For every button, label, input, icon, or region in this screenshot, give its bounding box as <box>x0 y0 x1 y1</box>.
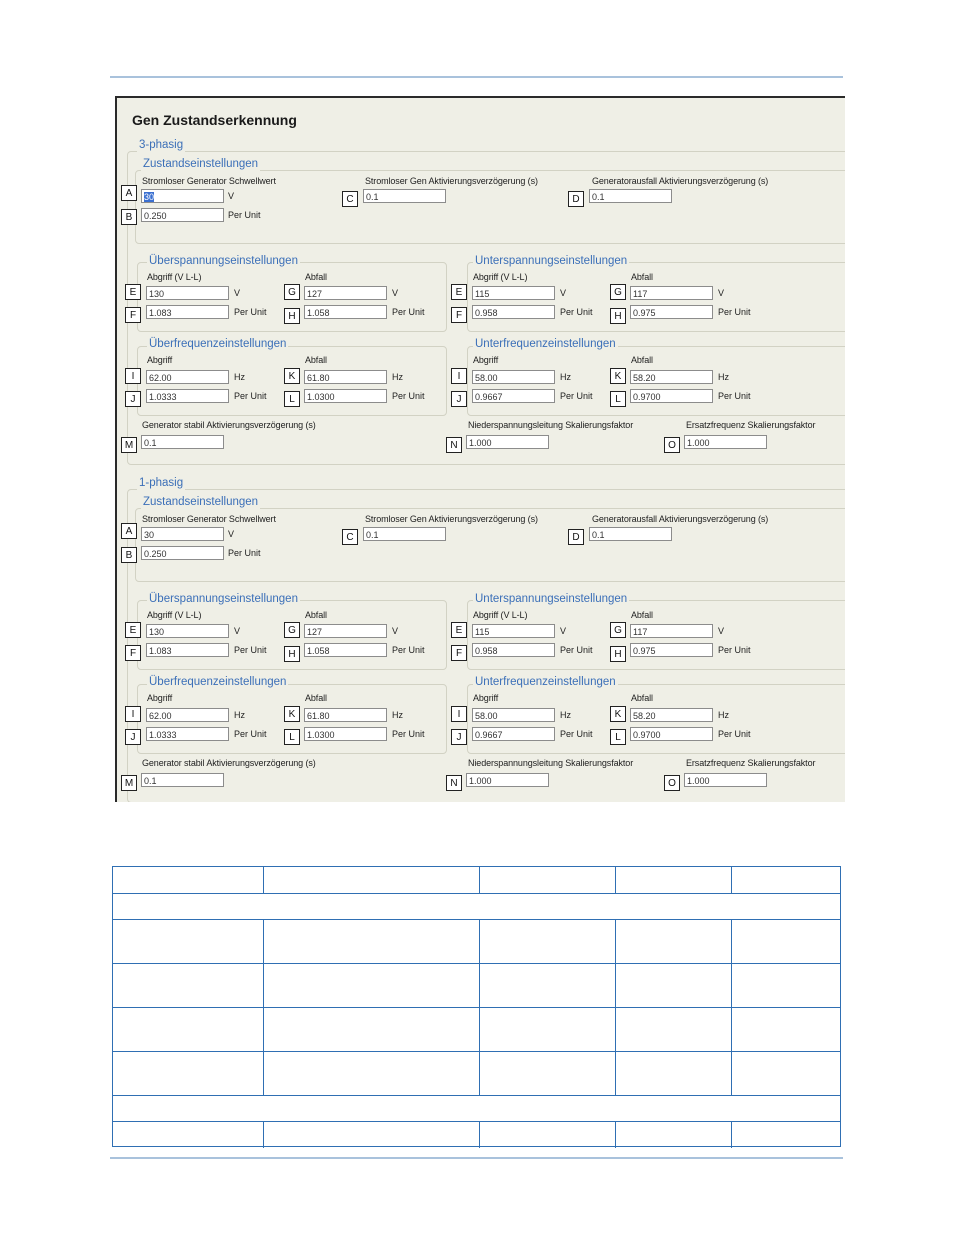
uf-pickup-pu-input[interactable]: 0.9667 <box>472 727 555 741</box>
ov-dropout-pu-unit: Per Unit <box>392 307 425 317</box>
table-cell <box>263 920 479 963</box>
table-cell <box>731 1008 842 1051</box>
ov-dropout-pu-input[interactable]: 1.058 <box>304 305 387 319</box>
overfrequency-title: Überfrequenzeinstellungen <box>149 338 287 350</box>
callout-k: K <box>610 706 626 722</box>
uf-pickup-pu-unit: Per Unit <box>560 729 593 739</box>
of-pickup-pu-unit: Per Unit <box>234 391 267 401</box>
uv-dropout-v-unit: V <box>718 288 725 298</box>
ov-dropout-label: Abfall <box>305 272 327 282</box>
status-title: Zustandseinstellungen <box>143 496 259 508</box>
callout-a: A <box>121 523 137 539</box>
ov-dropout-v-input[interactable]: 127 <box>304 624 387 638</box>
callout-l: L <box>284 391 300 407</box>
callout-i: I <box>451 368 467 384</box>
callout-d: D <box>568 191 584 207</box>
callout-o: O <box>664 437 680 453</box>
callout-h: H <box>610 308 626 324</box>
stable-delay-label: Generator stabil Aktivierungsverzögerung (s) <box>142 758 316 768</box>
dead-delay-label: Stromloser Gen Aktivierungsverzögerung (s) <box>365 514 538 524</box>
table-row <box>113 1008 840 1052</box>
table-cell <box>263 1122 479 1148</box>
uv-dropout-pu-input[interactable]: 0.975 <box>630 643 713 657</box>
table-cell <box>263 964 479 1007</box>
callout-e: E <box>125 622 141 638</box>
uf-pickup-hz-input[interactable]: 58.00 <box>472 370 555 384</box>
uv-pickup-pu-unit: Per Unit <box>560 307 593 317</box>
dead-delay-input[interactable]: 0.1 <box>363 189 446 203</box>
uv-pickup-pu-input[interactable]: 0.958 <box>472 643 555 657</box>
window-title: Gen Zustandserkennung <box>132 112 297 128</box>
of-pickup-hz-unit: Hz <box>234 372 245 382</box>
stable-delay-label: Generator stabil Aktivierungsverzögerung (s) <box>142 420 316 430</box>
callout-b: B <box>121 209 137 225</box>
fail-delay-label: Generatorausfall Aktivierungsverzögerung (s) <box>592 176 769 186</box>
of-pickup-hz-input[interactable]: 62.00 <box>146 370 229 384</box>
altfreq-factor-label: Ersatzfrequenz Skalierungsfaktor <box>686 758 816 768</box>
callout-h: H <box>610 646 626 662</box>
table-cell <box>479 1122 615 1148</box>
threshold-pu-input[interactable]: 0.250 <box>141 208 224 222</box>
scale-factor-label: Niederspannungsleitung Skalierungsfaktor <box>468 420 634 430</box>
group-label: 1-phasig <box>139 477 184 489</box>
of-dropout-hz-unit: Hz <box>392 372 403 382</box>
of-dropout-hz-unit: Hz <box>392 710 403 720</box>
callout-k: K <box>284 368 300 384</box>
uf-pickup-pu-input[interactable]: 0.9667 <box>472 389 555 403</box>
uv-pickup-v-input[interactable]: 115 <box>472 624 555 638</box>
uv-dropout-label: Abfall <box>631 272 653 282</box>
table-cell <box>731 867 842 893</box>
of-pickup-pu-input[interactable]: 1.0333 <box>146 727 229 741</box>
uv-dropout-label: Abfall <box>631 610 653 620</box>
threshold-unit: V <box>228 529 235 539</box>
status-title: Zustandseinstellungen <box>143 158 259 170</box>
callout-f: F <box>125 307 141 323</box>
table-cell <box>615 1008 731 1051</box>
scale-factor-label: Niederspannungsleitung Skalierungsfaktor <box>468 758 634 768</box>
threshold-label: Stromloser Generator Schwellwert <box>142 176 276 186</box>
of-dropout-pu-unit: Per Unit <box>392 391 425 401</box>
altfreq-factor-input[interactable]: 1.000 <box>684 773 767 787</box>
table-cell <box>479 867 615 893</box>
fail-delay-input[interactable]: 0.1 <box>589 189 672 203</box>
ov-pickup-v-unit: V <box>234 288 241 298</box>
callout-j: J <box>451 391 467 407</box>
uv-dropout-pu-input[interactable]: 0.975 <box>630 305 713 319</box>
undervoltage-title: Unterspannungseinstellungen <box>475 255 628 267</box>
callout-h: H <box>284 646 300 662</box>
uv-pickup-pu-input[interactable]: 0.958 <box>472 305 555 319</box>
uf-pickup-label: Abgriff <box>473 693 499 703</box>
table-cell <box>731 1122 842 1148</box>
ov-pickup-pu-input[interactable]: 1.083 <box>146 305 229 319</box>
callout-j: J <box>125 729 141 745</box>
callout-l: L <box>284 729 300 745</box>
table-cell <box>615 920 731 963</box>
ov-dropout-v-unit: V <box>392 626 399 636</box>
callout-j: J <box>451 729 467 745</box>
uf-dropout-label: Abfall <box>631 693 653 703</box>
table-cell <box>731 964 842 1007</box>
scale-factor-input[interactable]: 1.000 <box>466 773 549 787</box>
group-3-phase <box>117 98 845 451</box>
uv-pickup-pu-unit: Per Unit <box>560 645 593 655</box>
uf-pickup-label: Abgriff <box>473 355 499 365</box>
of-dropout-hz-input[interactable]: 61.80 <box>304 370 387 384</box>
fail-delay-label: Generatorausfall Aktivierungsverzögerung (s) <box>592 514 769 524</box>
ov-pickup-label: Abgriff (V L-L) <box>147 272 202 282</box>
uf-dropout-pu-input[interactable]: 0.9700 <box>630 727 713 741</box>
ov-pickup-pu-unit: Per Unit <box>234 645 267 655</box>
uv-dropout-v-input[interactable]: 117 <box>630 286 713 300</box>
table-row <box>113 1052 840 1096</box>
callout-i: I <box>451 706 467 722</box>
undervoltage-title: Unterspannungseinstellungen <box>475 593 628 605</box>
table-section-row <box>113 1096 840 1122</box>
uf-dropout-label: Abfall <box>631 355 653 365</box>
callout-d: D <box>568 529 584 545</box>
callout-l: L <box>610 729 626 745</box>
of-dropout-label: Abfall <box>305 693 327 703</box>
top-rule <box>110 76 843 78</box>
of-pickup-pu-input[interactable]: 1.0333 <box>146 389 229 403</box>
threshold-input[interactable]: 30 <box>141 527 224 541</box>
uf-pickup-hz-unit: Hz <box>560 372 571 382</box>
callout-e: E <box>125 284 141 300</box>
callout-m: M <box>121 775 137 791</box>
callout-f: F <box>451 307 467 323</box>
table-cell <box>479 1052 615 1095</box>
of-dropout-pu-input[interactable]: 1.0300 <box>304 389 387 403</box>
table-row <box>113 920 840 964</box>
table-cell <box>479 1008 615 1051</box>
table-cell <box>263 867 479 893</box>
underfrequency-title: Unterfrequenzeinstellungen <box>475 676 616 688</box>
table-cell <box>263 1052 479 1095</box>
callout-c: C <box>342 191 358 207</box>
scale-factor-input[interactable]: 1.000 <box>466 435 549 449</box>
callout-g: G <box>284 622 300 638</box>
threshold-value: 30 <box>144 192 155 202</box>
uv-dropout-pu-unit: Per Unit <box>718 645 751 655</box>
callout-k: K <box>610 368 626 384</box>
callout-b: B <box>121 547 137 563</box>
threshold-input[interactable] <box>141 189 224 203</box>
callout-f: F <box>125 645 141 661</box>
fail-delay-input[interactable]: 0.1 <box>589 527 672 541</box>
uv-pickup-v-unit: V <box>560 626 567 636</box>
callout-e: E <box>451 622 467 638</box>
bottom-rule <box>110 1157 843 1159</box>
settings-table <box>112 866 841 1147</box>
table-cell <box>479 920 615 963</box>
callout-m: M <box>121 437 137 453</box>
ov-pickup-pu-input[interactable]: 1.083 <box>146 643 229 657</box>
ov-dropout-pu-unit: Per Unit <box>392 645 425 655</box>
group-1-phase <box>117 436 845 789</box>
table-header-row <box>113 867 840 894</box>
underfrequency-title: Unterfrequenzeinstellungen <box>475 338 616 350</box>
callout-c: C <box>342 529 358 545</box>
uf-dropout-hz-unit: Hz <box>718 710 729 720</box>
callout-k: K <box>284 706 300 722</box>
of-pickup-pu-unit: Per Unit <box>234 729 267 739</box>
uv-pickup-v-input[interactable]: 115 <box>472 286 555 300</box>
table-cell <box>615 1122 731 1148</box>
table-cell <box>615 867 731 893</box>
callout-g: G <box>284 284 300 300</box>
uf-dropout-pu-unit: Per Unit <box>718 391 751 401</box>
callout-n: N <box>446 775 462 791</box>
uv-pickup-label: Abgriff (V L-L) <box>473 272 528 282</box>
uf-dropout-pu-unit: Per Unit <box>718 729 751 739</box>
callout-n: N <box>446 437 462 453</box>
threshold-pu-unit: Per Unit <box>228 210 261 220</box>
settings-screenshot <box>115 96 845 802</box>
callout-i: I <box>125 368 141 384</box>
callout-e: E <box>451 284 467 300</box>
table-row <box>113 964 840 1008</box>
table-cell <box>263 1008 479 1051</box>
ov-pickup-label: Abgriff (V L-L) <box>147 610 202 620</box>
of-pickup-hz-input[interactable]: 62.00 <box>146 708 229 722</box>
table-cell <box>615 964 731 1007</box>
overfrequency-title: Überfrequenzeinstellungen <box>149 676 287 688</box>
overvoltage-title: Überspannungseinstellungen <box>149 593 298 605</box>
uf-dropout-hz-input[interactable]: 58.20 <box>630 708 713 722</box>
ov-dropout-label: Abfall <box>305 610 327 620</box>
stable-delay-input[interactable]: 0.1 <box>141 435 224 449</box>
uv-pickup-v-unit: V <box>560 288 567 298</box>
callout-g: G <box>610 284 626 300</box>
table-cell <box>731 920 842 963</box>
uf-dropout-pu-input[interactable]: 0.9700 <box>630 389 713 403</box>
uf-pickup-hz-unit: Hz <box>560 710 571 720</box>
callout-l: L <box>610 391 626 407</box>
ov-pickup-v-input[interactable]: 130 <box>146 624 229 638</box>
ov-pickup-v-unit: V <box>234 626 241 636</box>
dead-delay-input[interactable]: 0.1 <box>363 527 446 541</box>
group-label: 3-phasig <box>139 139 184 151</box>
uf-dropout-hz-unit: Hz <box>718 372 729 382</box>
uv-dropout-v-input[interactable]: 117 <box>630 624 713 638</box>
ov-dropout-v-unit: V <box>392 288 399 298</box>
of-pickup-hz-unit: Hz <box>234 710 245 720</box>
ov-pickup-v-input[interactable]: 130 <box>146 286 229 300</box>
uf-pickup-hz-input[interactable]: 58.00 <box>472 708 555 722</box>
table-cell <box>615 1052 731 1095</box>
of-dropout-label: Abfall <box>305 355 327 365</box>
of-dropout-pu-input[interactable]: 1.0300 <box>304 727 387 741</box>
callout-i: I <box>125 706 141 722</box>
altfreq-factor-label: Ersatzfrequenz Skalierungsfaktor <box>686 420 816 430</box>
uv-dropout-pu-unit: Per Unit <box>718 307 751 317</box>
uf-pickup-pu-unit: Per Unit <box>560 391 593 401</box>
ov-dropout-pu-input[interactable]: 1.058 <box>304 643 387 657</box>
callout-f: F <box>451 645 467 661</box>
threshold-pu-input[interactable]: 0.250 <box>141 546 224 560</box>
ov-pickup-pu-unit: Per Unit <box>234 307 267 317</box>
threshold-label: Stromloser Generator Schwellwert <box>142 514 276 524</box>
callout-g: G <box>610 622 626 638</box>
callout-a: A <box>121 185 137 201</box>
table-section-row <box>113 894 840 920</box>
threshold-unit: V <box>228 191 235 201</box>
table-row <box>113 1122 840 1148</box>
dead-delay-label: Stromloser Gen Aktivierungsverzögerung (s) <box>365 176 538 186</box>
ov-dropout-v-input[interactable]: 127 <box>304 286 387 300</box>
table-cell <box>731 1052 842 1095</box>
threshold-pu-unit: Per Unit <box>228 548 261 558</box>
uv-dropout-v-unit: V <box>718 626 725 636</box>
uv-pickup-label: Abgriff (V L-L) <box>473 610 528 620</box>
altfreq-factor-input[interactable]: 1.000 <box>684 435 767 449</box>
callout-o: O <box>664 775 680 791</box>
of-pickup-label: Abgriff <box>147 355 173 365</box>
table-cell <box>479 964 615 1007</box>
stable-delay-input[interactable]: 0.1 <box>141 773 224 787</box>
of-pickup-label: Abgriff <box>147 693 173 703</box>
callout-h: H <box>284 308 300 324</box>
overvoltage-title: Überspannungseinstellungen <box>149 255 298 267</box>
uf-dropout-hz-input[interactable]: 58.20 <box>630 370 713 384</box>
of-dropout-hz-input[interactable]: 61.80 <box>304 708 387 722</box>
callout-j: J <box>125 391 141 407</box>
of-dropout-pu-unit: Per Unit <box>392 729 425 739</box>
